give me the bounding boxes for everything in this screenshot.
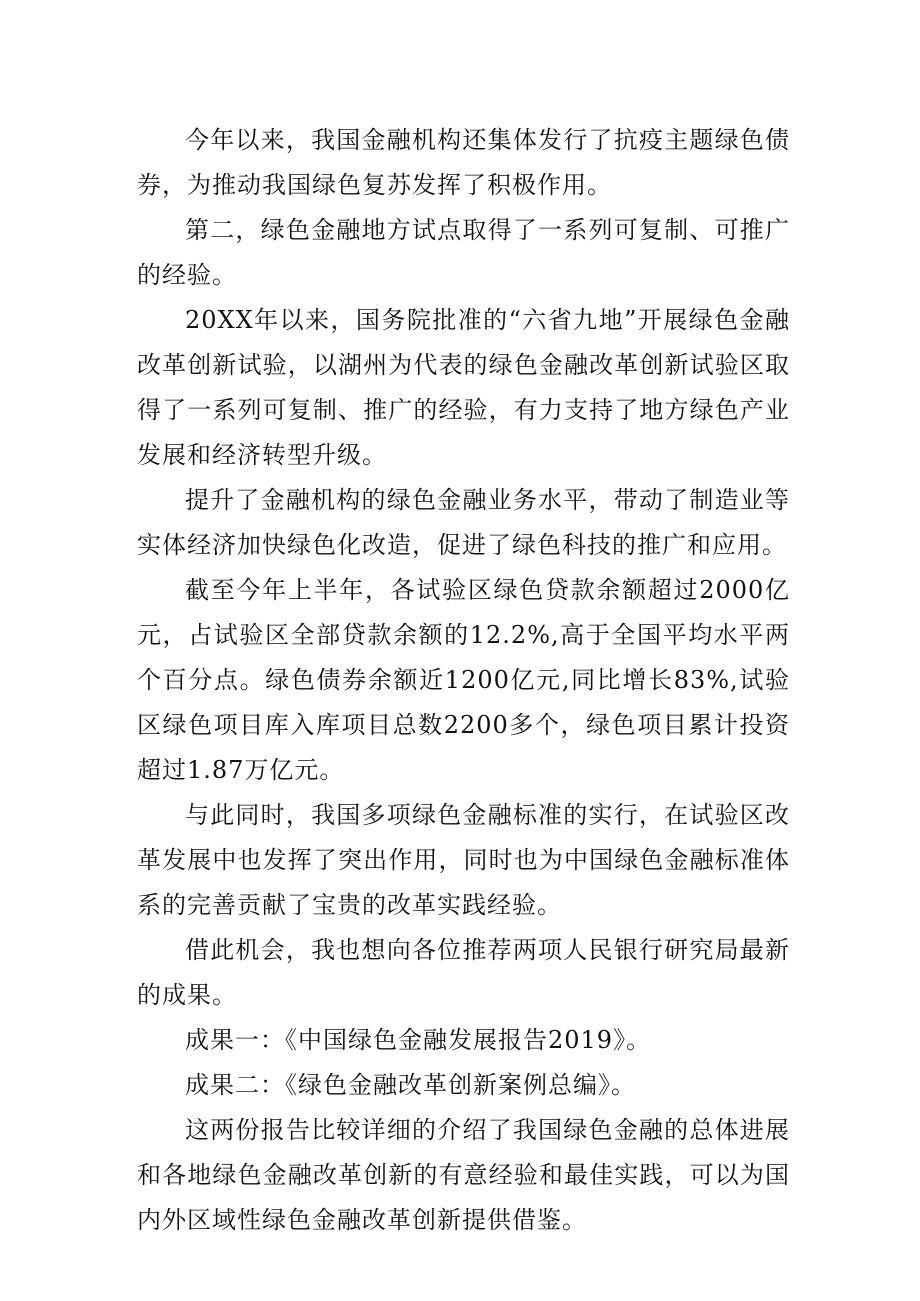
paragraph-3: 20XX年以来，国务院批准的“六省九地”开展绿色金融改革创新试验，以湖州为代表的绿色金融改革创新试验区取得了一系列可复制、推广的经验，有力支持了地方绿色产业发展和经济转型升级。 [137, 306, 790, 469]
paragraph-2: 第二，绿色金融地方试点取得了一系列可复制、可推广的经验。 [137, 216, 790, 289]
paragraph-4: 提升了金融机构的绿色金融业务水平，带动了制造业等实体经济加快绿色化改造，促进了绿色科技的推广和应用。 [137, 486, 790, 559]
paragraph-8: 成果一：《中国绿色金融发展报告2019》。 [185, 1026, 652, 1054]
paragraph-6: 与此同时，我国多项绿色金融标准的实行，在试验区改革发展中也发挥了突出作用，同时也为中国绿色金融标准体系的完善贡献了宝贵的改革实践经验。 [137, 801, 790, 919]
document-body [137, 118, 790, 1243]
paragraph-5: 截至今年上半年，各试验区绿色贷款余额超过2000亿元，占试验区全部贷款余额的12.2%,高于全国平均水平两个百分点。绿色债券余额近1200亿元,同比增长83%,试验区绿色项目库入库项目总数2200多个，绿色项目累计投资超过1.87万亿元。 [137, 576, 790, 784]
paragraph-7: 借此机会，我也想向各位推荐两项人民银行研究局最新的成果。 [137, 936, 790, 1009]
paragraph-1: 今年以来，我国金融机构还集体发行了抗疫主题绿色债券，为推动我国绿色复苏发挥了积极作用。 [137, 126, 790, 199]
paragraph-9: 成果二：《绿色金融改革创新案例总编》。 [185, 1071, 636, 1099]
paragraph-10: 这两份报告比较详细的介绍了我国绿色金融的总体进展和各地绿色金融改革创新的有意经验和最佳实践，可以为国内外区域性绿色金融改革创新提供借鉴。 [137, 1116, 790, 1234]
